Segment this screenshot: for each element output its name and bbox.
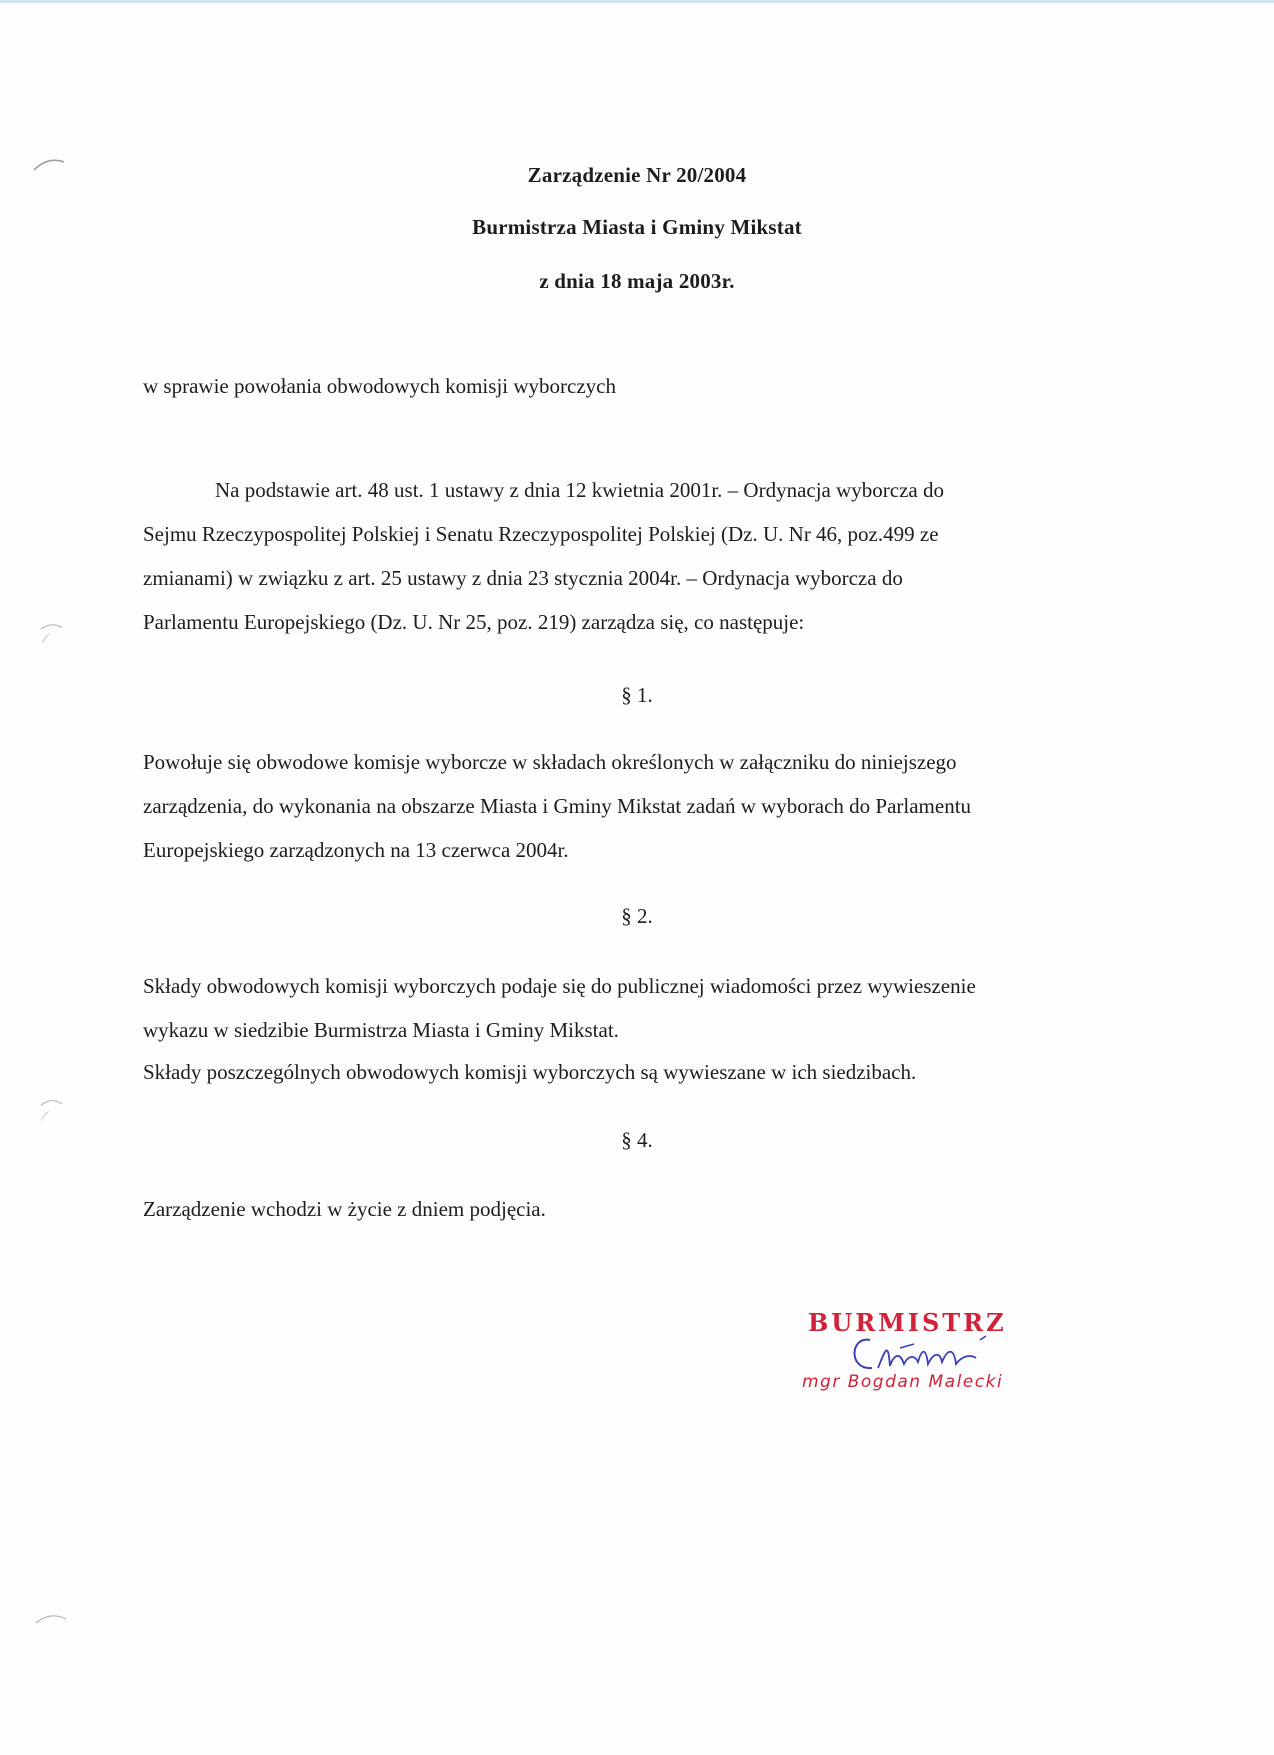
punch-hole-mark-4: [30, 1605, 70, 1635]
punch-hole-mark-3: [30, 1095, 70, 1125]
section-4-line: Zarządzenie wchodzi w życie z dniem podjęcia.: [143, 1197, 546, 1221]
section-1-line: zarządzenia, do wykonania na obszarze Miasta i Gminy Mikstat zadań w wyborach do Parlamentu: [143, 794, 972, 818]
section-4-paragraph: [143, 1187, 1133, 1231]
section-1-paragraph: [143, 740, 1133, 872]
preamble-line: Parlamentu Europejskiego (Dz. U. Nr 25, poz. 219) zarządza się, co następuje:: [143, 610, 805, 634]
scan-top-edge: [0, 0, 1274, 3]
preamble-line: Na podstawie art. 48 ust. 1 ustawy z dnia 12 kwietnia 2001r. – Ordynacja wyborcza do: [215, 478, 944, 502]
stamp-title: BURMISTRZ: [808, 1308, 1007, 1337]
document-title: Zarządzenie Nr 20/2004: [527, 163, 747, 187]
section-4-mark: § 4.: [621, 1128, 653, 1152]
section-1-line: Europejskiego zarządzonych na 13 czerwca 2004r.: [143, 838, 569, 862]
subject-line: w sprawie powołania obwodowych komisji wyborczych: [143, 374, 616, 398]
section-2-mark: § 2.: [621, 904, 653, 928]
section-1-line: Powołuje się obwodowe komisje wyborcze w składach określonych w załączniku do niniejszego: [143, 750, 957, 774]
section-2-line: wykazu w siedzibie Burmistrza Miasta i Gminy Mikstat.: [143, 1018, 619, 1042]
stamp-name: mgr Bogdan Malecki: [802, 1372, 1004, 1392]
section-2-line: Składy poszczególnych obwodowych komisji wyborczych są wywieszane w ich siedzibach.: [143, 1060, 917, 1084]
section-1-mark: § 1.: [621, 683, 653, 707]
date-heading: z dnia 18 maja 2003r.: [539, 269, 735, 293]
section-2-paragraph: [143, 964, 1133, 1094]
preamble-line: zmianami) w związku z art. 25 ustawy z dnia 23 stycznia 2004r. – Ordynacja wyborcza do: [143, 566, 903, 590]
issuer-heading: Burmistrza Miasta i Gminy Mikstat: [472, 215, 802, 239]
punch-hole-mark-2: [30, 620, 70, 650]
preamble-line: Sejmu Rzeczypospolitej Polskiej i Senatu Rzeczypospolitej Polskiej (Dz. U. Nr 46, poz.499 ze: [143, 522, 939, 546]
preamble-paragraph: [143, 468, 1133, 644]
section-2-line: Składy obwodowych komisji wyborczych podaje się do publicznej wiadomości przez wywieszenie: [143, 974, 976, 998]
mayor-stamp: [790, 1300, 1050, 1410]
